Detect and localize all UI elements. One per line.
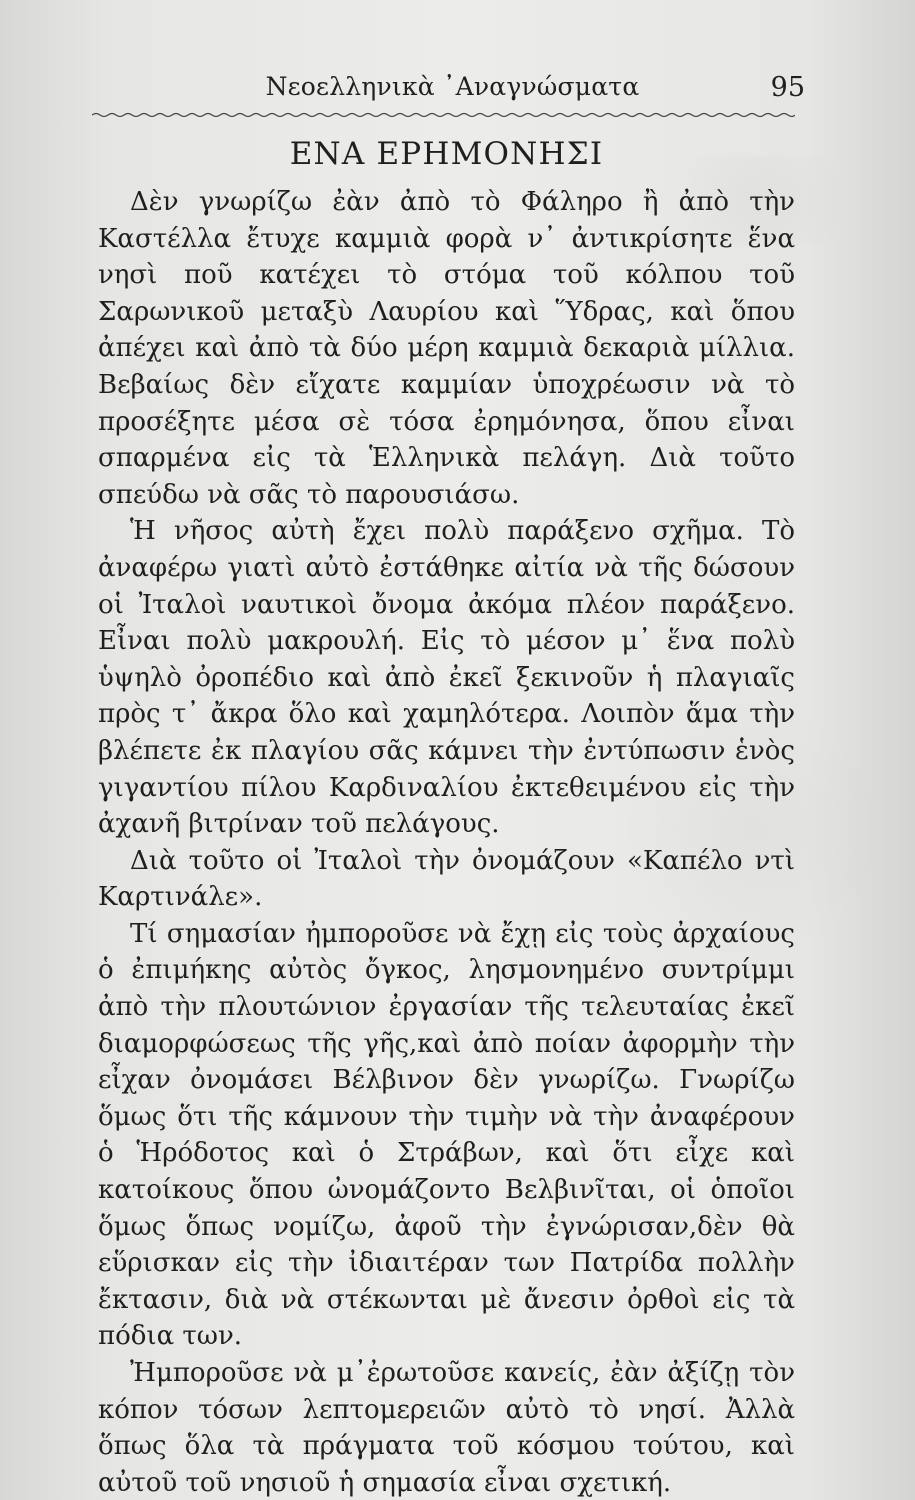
page-number: 95 (770, 72, 805, 103)
paragraph-2: Ἡ νῆσος αὐτὴ ἔχει πολὺ παράξενο σχῆμα. Τὸ ἀναφέρω γιατὶ αὐτὸ ἐστάθηκε αἰτία νὰ τῆς δώσουν οἱ Ἰταλοὶ ναυτικοὶ ὄνομα ἀκόμα πλέον παράξενο. Εἶναι πολὺ μακρουλή. Εἰς τὸ μέσον μ᾿ ἕνα πολὺ ὑψηλὸ ὀροπέδιο καὶ ἀπὸ ἐκεῖ ξεκινοῦν ἡ πλαγιαῖς πρὸς τ᾿ ἄκρα ὅλο καὶ χαμηλότερα. Λοιπὸν ἅμα τὴν βλέπετε ἐκ πλαγίου σᾶς κάμνει τὴν ἐντύπωσιν ἑνὸς γιγαντίου πίλου Καρδιναλίου ἐκτεθειμένου εἰς τὴν ἀχανῆ βιτρίναν τοῦ πελάγους. (98, 516, 795, 840)
paragraph-3: Διὰ τοῦτο οἱ Ἰταλοὶ τὴν ὀνομάζουν «Καπέλο ντὶ Καρτινάλε». (98, 845, 795, 913)
paragraph-5: Ἠμποροῦσε νὰ μ᾿ἐρωτοῦσε κανείς, ἐὰν ἀξίζῃ τὸν κόπον τόσων λεπτομερειῶν αὐτὸ τὸ νησί. Ἀλλὰ ὅπως ὅλα τὰ πράγματα τοῦ κόσμου τούτου, καὶ αὐτοῦ τοῦ νησιοῦ ἡ σημασία εἶναι σχετική. (98, 1358, 795, 1498)
chapter-title: ΕΝΑ ΕΡΗΜΟΝΗΣΙ (289, 136, 604, 172)
running-head (110, 72, 805, 112)
paragraph-1: Δὲν γνωρίζω ἐὰν ἀπὸ τὸ Φάληρο ἢ ἀπὸ τὴν Καστέλλα ἔτυχε καμμιὰ φορὰ ν᾿ ἀντικρίσητε ἕνα νησὶ ποῦ κατέχει τὸ στόμα τοῦ κόλπου τοῦ Σαρωνικοῦ μεταξὺ Λαυρίου καὶ Ὕδρας, καὶ ὅπου ἀπέχει καὶ ἀπὸ τὰ δύο μέρη καμμιὰ δεκαριὰ μίλλια. Βεβαίως δὲν εἴχατε καμμίαν ὑποχρέωσιν νὰ τὸ προσέξητε μέσα σὲ τόσα ἐρημόνησα, ὅπου εἶναι σπαρμένα εἰς τὰ Ἑλληνικὰ πελάγη. Διὰ τοῦτο σπεύδω νὰ σᾶς τὸ παρουσιάσω. (98, 187, 795, 510)
paragraph-4: Τί σημασίαν ἠμποροῦσε νὰ ἔχῃ εἰς τοὺς ἀρχαίους ὁ ἐπιμήκης αὐτὸς ὄγκος, λησμονημένο συντρίμμι ἀπὸ τὴν πλουτώνιον ἐργασίαν τῆς τελευταίας ἐκεῖ διαμορφώσεως τῆς γῆς,καὶ ἀπὸ ποίαν ἀφορμὴν τὴν εἶχαν ὀνομάσει Βέλβινον δὲν γνωρίζω. Γνωρίζω ὅμως ὅτι τῆς κάμνουν τὴν τιμὴν νὰ τὴν ἀναφέρουν ὁ Ἡρόδοτος καὶ ὁ Στράβων, καὶ ὅτι εἶχε καὶ κατοίκους ὅπου ὠνομάζοντο Βελβινῖται, οἱ ὁποῖοι ὅμως ὅπως νομίζω, ἀφοῦ τὴν ἐγνώρισαν,δὲν θὰ εὕρισκαν εἰς τὴν ἰδιαιτέραν των Πατρίδα πολλὴν ἔκτασιν, διὰ νὰ στέκωνται μὲ ἄνεσιν ὀρθοὶ εἰς τὰ πόδια των. (98, 918, 795, 1352)
header-rule (92, 112, 795, 118)
main-text (98, 135, 795, 1500)
running-title: Νεοελληνικὰ ᾿Αναγνώσματα (265, 72, 640, 101)
wavy-rule-icon (92, 112, 795, 118)
